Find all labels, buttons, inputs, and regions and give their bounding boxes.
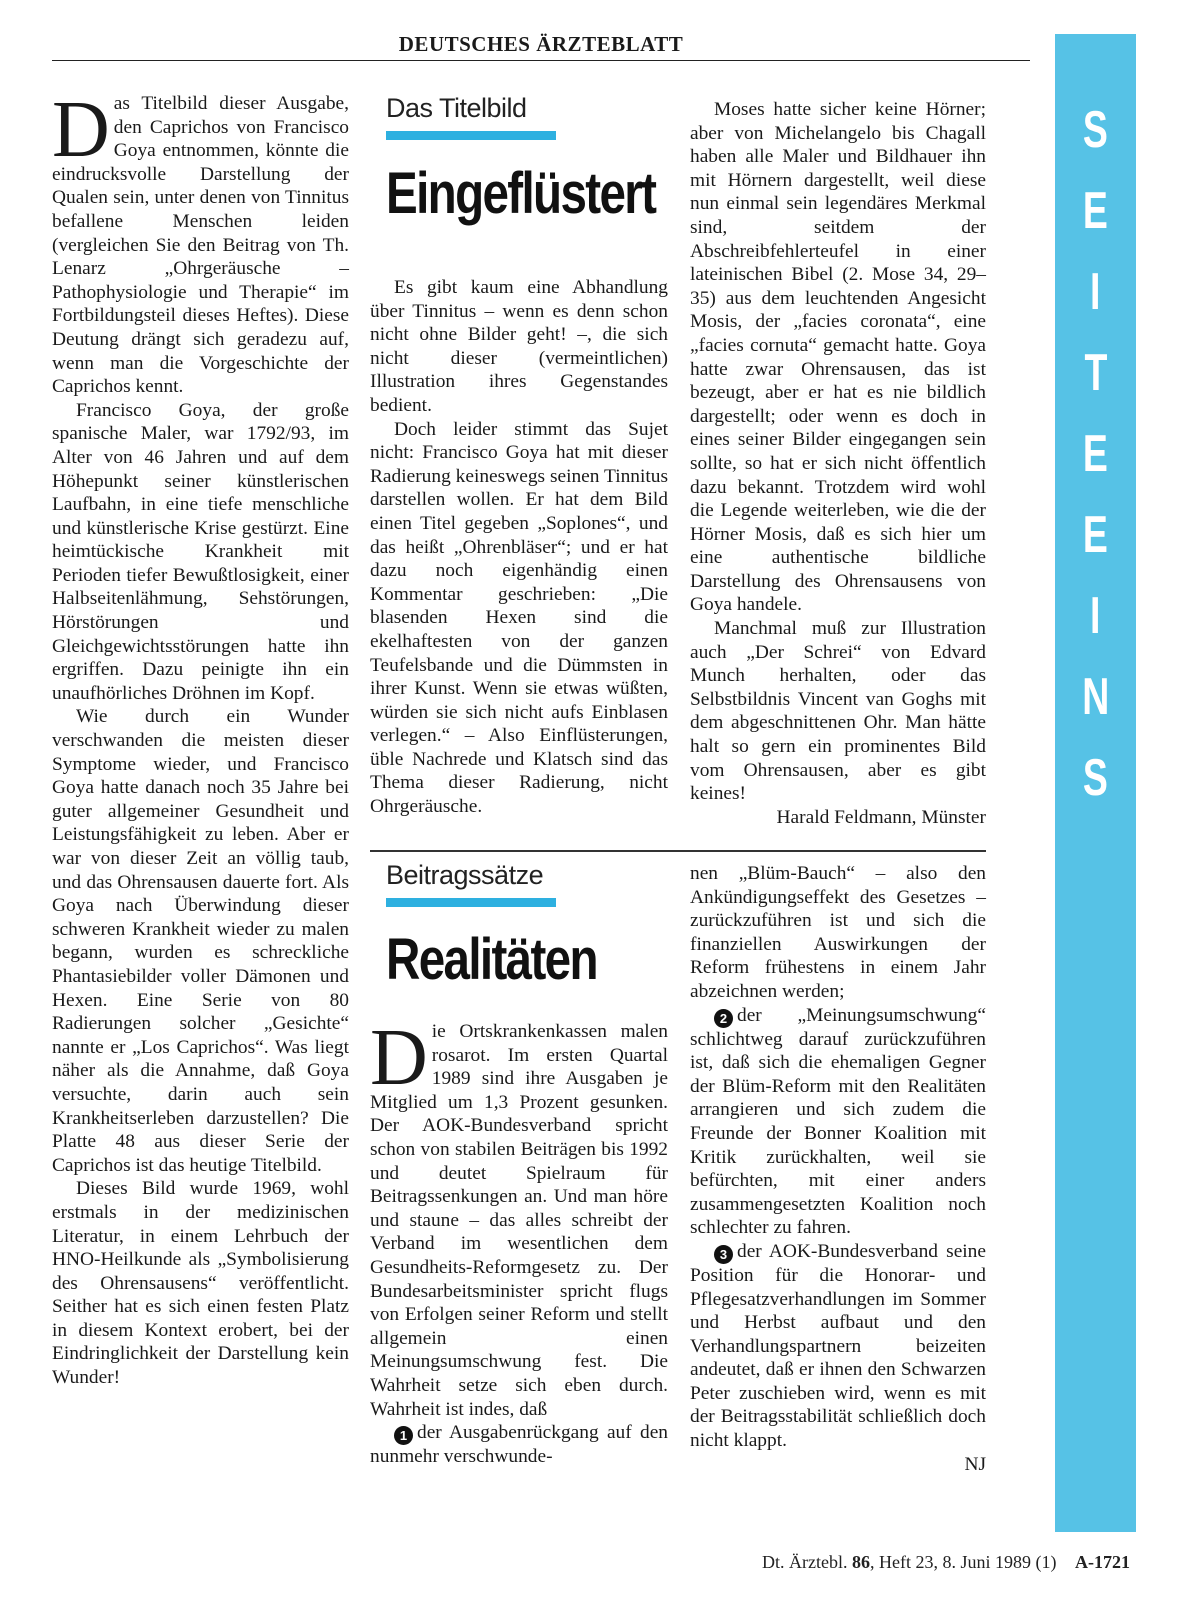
body-paragraph: nen „Blüm-Bauch“ – also den Ankündigungseffekt des Gesetzes – zurückzuführen ist und sich die finanziellen Auswirkungen der Reform frühestens in einem Jahr abzeichnen werden; <box>690 863 986 1002</box>
page-footer <box>500 1552 1130 1573</box>
article2-kicker-bar <box>386 898 556 907</box>
intro-paragraph: Das Titelbild dieser Ausgabe, den Caprichos von Francisco Goya entnommen, könnte die eindrucksvolle Darstellung der Qualen sein, unter denen von Tinnitus befallene Menschen leiden (vergleichen Sie den Beitrag von Th. Lenarz „Ohrgeräusche – Pathophysiologie und Therapie“ im Fortbildungsteil dieses Heftes). Diese Deutung drängt sich geradezu auf, wenn man die Vorgeschichte der Caprichos kennt. <box>52 86 349 398</box>
article1-column-3 <box>690 98 986 829</box>
bullet-number: 1 <box>394 1426 413 1445</box>
tab-letter: S <box>1083 101 1108 159</box>
footer-volume: 86 <box>852 1552 871 1572</box>
tab-letter: E <box>1083 506 1108 564</box>
section-tab-letters <box>1055 101 1136 807</box>
body-paragraph: Dieses Bild wurde 1969, wohl erstmals in der medizinischen Literatur, in einem Lehrbuch der HNO-Heilkunde als „Symbolisierung des Ohrensausens“ veröffentlicht. Seither hat es sich einen festen Platz in diesem Kontext erobert, bei der Eindringlichkeit der Darstellung kein Wunder! <box>52 1178 349 1389</box>
page-number: A-1721 <box>1075 1552 1130 1572</box>
footer-issue: , Heft 23, 8. Juni 1989 (1) <box>870 1552 1057 1572</box>
drop-cap: D <box>52 86 110 174</box>
tab-letter: N <box>1081 668 1110 726</box>
tab-letter: I <box>1090 263 1101 321</box>
article1-signature: Harald Feldmann, Münster <box>776 806 986 828</box>
article2-column-2 <box>370 1014 668 1469</box>
bullet-item: 1 der Ausgabenrückgang auf den nunmehr verschwunde- <box>370 1422 668 1468</box>
section-tab <box>1055 34 1136 1532</box>
article1-column-2 <box>370 276 668 819</box>
tab-letter: S <box>1083 749 1108 807</box>
bullet-item: 2 der „Meinungsumschwung“ schlichtweg darauf zurückzuführen ist, daß sich die ehemaligen Gegner der Blüm-Reform mit den Realitäten arrangieren und sich zudem die Freunde der Bonner Koalition mit Kritik zurückhalten, weil sie befürchten, mit einer anders zusammengesetzten Koalition noch schlechter zu fahren. <box>690 1004 986 1239</box>
tab-letter: E <box>1083 425 1108 483</box>
article2-kicker: Beitragssätze <box>386 860 544 890</box>
article1-headline: Eingeflüstert <box>386 161 656 226</box>
body-paragraph: Wie durch ein Wunder verschwanden die meisten dieser Symptome wieder, und Francisco Goya hatte danach noch 35 Jahre bei guter allgemeiner Gesundheit und Leistungsfähigkeit zu leben. Aber er war von dieser Zeit an völlig taub, und das Ohrensausen dauerte fort. Als Goya nach Überwindung dieser schweren Krankheit wieder zu malen begann, wurden es schreckliche Phantasiebilder voller Dämonen und Hexen. Eine Serie von 80 Radierungen solcher „Gesichte“ nannte er „Los Caprichos“. Was liegt näher als die Annahme, daß Goya versuchte, darin auch sein Krankheitserleben darzustellen? Die Platte 48 aus dieser Serie der Caprichos ist das heutige Titelbild. <box>52 706 349 1176</box>
article2-column-3 <box>690 862 986 1476</box>
tab-letter: I <box>1090 587 1101 645</box>
body-paragraph: Doch leider stimmt das Sujet nicht: Francisco Goya hat mit dieser Radierung keineswegs seinen Tinnitus darstellen wollen. Er hat dem Bild einen Titel gegeben „Soplones“, und das heißt „Ohrenbläser“; und er hat dazu noch eigenhändig einen Kommentar geschrieben: „Die blasenden Hexen sind die ekelhaftesten von der ganzen Teufelsbande und die Dümmsten in ihrer Kunst. Wenn sie etwas wüßten, würden sie sich nicht aufs Einblasen verlegen.“ – Also Einflüsterungen, üble Nachrede und Klatsch sind das Thema dieser Radierung, nicht Ohrgeräusche. <box>370 418 668 818</box>
footer-journal: Dt. Ärztebl. <box>762 1552 848 1572</box>
drop-cap: D <box>370 1014 428 1102</box>
body-paragraph: Es gibt kaum eine Abhandlung über Tinnitus – wenn es denn schon nicht ohne Bilder geht! –, die sich nicht dieser (vermeintlichen) Illustration ihres Gegenstandes bedient. <box>370 277 668 416</box>
column-1 <box>52 86 349 1390</box>
bullet-number: 2 <box>714 1009 733 1028</box>
article1-kicker: Das Titelbild <box>386 93 527 123</box>
body-paragraph: Manchmal muß zur Illustration auch „Der Schrei“ von Edvard Munch herhalten, oder das Selbstbildnis Vincent van Goghs mit dem abgeschnittenen Ohr. Man hätte halt so gern ein prominentes Bild vom Ohrensausen, aber es gibt keines! <box>690 618 986 805</box>
bullet-item: 3 der AOK-Bundesverband seine Position für die Honorar- und Pflegesatzverhandlungen im Sommer und Herbst aufbaut und den Verhandlungspartnern beizeiten andeutet, daß er ihnen den Schwarzen Peter zuschieben wird, wenn es mit der Beitragsstabilität schließlich doch nicht klappt. <box>690 1240 986 1452</box>
article2-headline: Realitäten <box>386 927 597 992</box>
body-paragraph: Moses hatte sicher keine Hörner; aber von Michelangelo bis Chagall haben alle Maler und Bildhauer ihn mit Hörnern dargestellt, weil diese nun einmal sein legendäres Merkmal sind, seitdem der Abschreibfehlerteufel in einer lateinischen Bibel (2. Mose 34, 29–35) aus dem leuchtenden Angesicht Mosis, der „facies coronata“, eine „facies cornuta“ gemacht hatte. Goya hatte zwar Ohrensausen, das ist bezeugt, aber er hat es nie bildlich dargestellt; oder wenn es doch in eines seiner Bilder eingegangen sein sollte, so hat er sich nicht öffentlich dazu bekannt. Trotzdem wird wohl die Legende weiterleben, wie die der Hörner Mosis, daß es sich hier um eine authentische bildliche Darstellung des Ohrensausens von Goya handele. <box>690 99 986 616</box>
masthead <box>52 30 1030 61</box>
body-paragraph: Die Ortskrankenkassen malen rosarot. Im ersten Quartal 1989 sind ihre Ausgaben je Mitglied um 1,3 Prozent gesunken. Der AOK-Bundesverband spricht schon von stabilen Beiträgen bis 1992 und deutet Spielraum für Beitragssenkungen an. Und man höre und staune – das alles schreibt der Verband im wesentlichen dem Gesundheits-Reformgesetz zu. Der Bundesarbeitsminister spricht flugs von Erfolgen seiner Reform und stellt allgemein einen Meinungsumschwung fest. Die Wahrheit setze sich eben durch. Wahrheit ist indes, daß <box>370 1014 668 1420</box>
body-paragraph: Francisco Goya, der große spanische Maler, war 1792/93, im Alter von 46 Jahren und auf dem Höhepunkt seiner künstlerischen Laufbahn, in eine tiefe menschliche und künstlerische Krise gestürzt. Eine heimtückische Krankheit mit Perioden tiefer Bewußtlosigkeit, einer Halbseitenlähmung, Sehstörungen, Hörstörungen und Gleichgewichtsstörungen hatte ihn ergriffen. Dazu peinigte ihn ein unaufhörliches Dröhnen im Kopf. <box>52 399 349 704</box>
tab-letter: T <box>1084 344 1107 402</box>
bullet-number: 3 <box>714 1245 733 1264</box>
article2-signature: NJ <box>964 1453 986 1475</box>
article-divider <box>370 850 986 852</box>
article1-kicker-bar <box>386 131 556 140</box>
masthead-title: DEUTSCHES ÄRZTEBLATT <box>398 32 684 56</box>
tab-letter: E <box>1083 182 1108 240</box>
